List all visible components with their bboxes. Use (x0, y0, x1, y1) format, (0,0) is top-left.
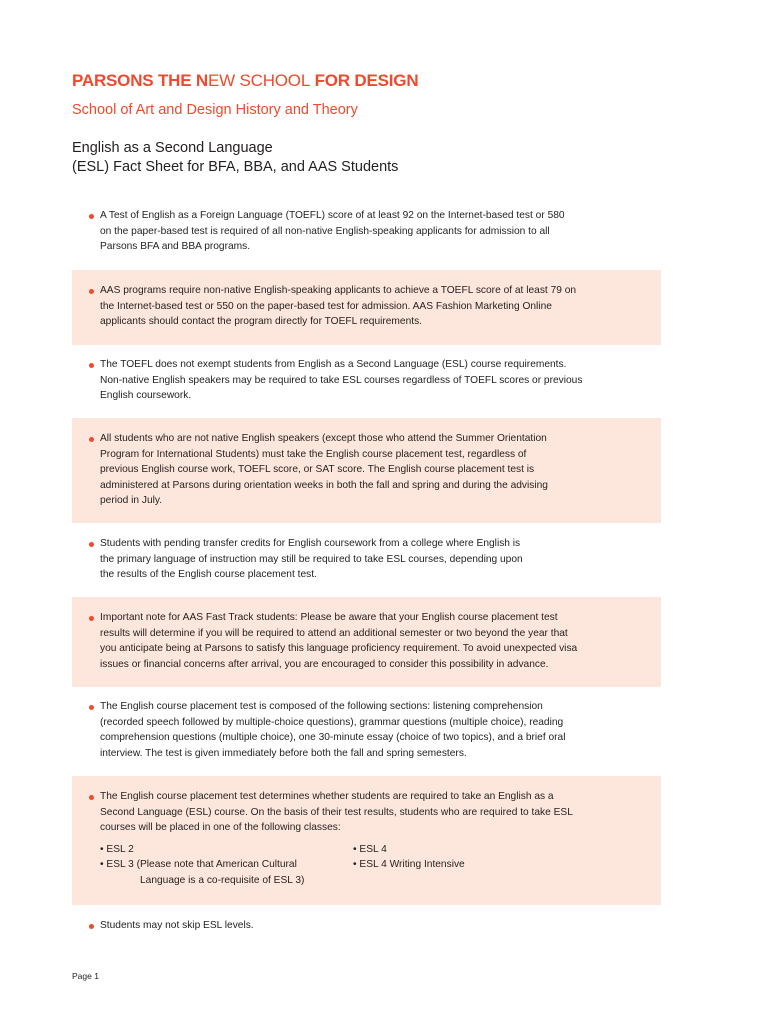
fact-item-transfer-credits (72, 536, 661, 583)
fact-line: Second Language (ESL) course. On the basis of their test results, students who are required to take ESL (100, 806, 573, 818)
fact-line: English coursework. (100, 390, 192, 402)
fact-line: The English course placement test determines whether students are required to take an English as a (100, 791, 554, 802)
page-title-line-1: English as a Second Language (72, 140, 273, 156)
fact-line: Students may not skip ESL levels. (100, 920, 254, 931)
fact-item-aas-fast-track-note (72, 597, 661, 687)
fact-line: period in July. (100, 495, 163, 507)
esl-class-item: • ESL 4 Writing Intensive (353, 859, 465, 871)
logo-school: SCHOOL (239, 71, 311, 90)
bullet-dot (89, 437, 94, 442)
fact-line: results will determine if you will be required to attend an additional semester or two beyond the year that (100, 627, 568, 639)
fact-item-no-skipping (72, 918, 661, 934)
fact-item-test-sections (72, 699, 661, 761)
fact-line: administered at Parsons during orientation weeks in both the fall and spring and during the advising (100, 479, 548, 491)
bullet-dot (89, 616, 94, 621)
esl-class-item-continued: Language is a co-requisite of ESL 3) (140, 874, 305, 886)
logo-the: THE (157, 71, 192, 90)
fact-line: courses will be placed in one of the following classes: (100, 822, 341, 834)
fact-line: previous English course work, TOEFL score, or SAT score. The English course placement test is (100, 464, 535, 476)
esl-class-column-1 (100, 842, 304, 889)
parsons-logo (72, 70, 418, 92)
fact-line: interview. The test is given immediately before both the fall and spring semesters. (100, 747, 467, 759)
fact-line: the Internet-based test or 550 on the paper-based test for admission. AAS Fashion Marketing Online (100, 300, 552, 312)
fact-item-placement-test-required (72, 418, 661, 523)
esl-class-item: • ESL 4 (353, 843, 387, 855)
fact-item-esl-placement (72, 776, 661, 905)
fact-line: The TOEFL does not exempt students from English as a Second Language (ESL) course requirements. (100, 359, 567, 370)
fact-line: you anticipate being at Parsons to satisfy this language proficiency requirement. To avoid unexpected visa (100, 643, 578, 655)
page-title-line-2: (ESL) Fact Sheet for BFA, BBA, and AAS Students (72, 159, 399, 175)
logo-n: N (195, 71, 208, 90)
esl-class-item: • ESL 2 (100, 843, 134, 855)
fact-line: The English course placement test is composed of the following sections: listening comprehension (100, 701, 543, 712)
fact-line: (recorded speech followed by multiple-choice questions), grammar questions (multiple choice), reading (100, 716, 564, 728)
fact-line: the primary language of instruction may still be required to take ESL courses, depending upon (100, 553, 523, 565)
fact-line: Important note for AAS Fast Track students: Please be aware that your English course placement test (100, 612, 558, 623)
fact-item-aas-toefl (72, 270, 661, 345)
logo-ew: EW (207, 71, 235, 90)
fact-line: issues or financial concerns after arrival, you are encouraged to consider this possibility in advance. (100, 658, 549, 670)
page-number: Page 1 (72, 971, 99, 981)
fact-item-toefl-bfa-bba (72, 208, 661, 255)
fact-line: A Test of English as a Foreign Language (TOEFL) score of at least 92 on the Internet-based test or 580 (100, 210, 565, 221)
esl-class-list (100, 842, 651, 890)
school-subtitle: School of Art and Design History and Theory (72, 102, 358, 118)
fact-line: Non-native English speakers may be required to take ESL courses regardless of TOEFL scores or previous (100, 374, 583, 386)
fact-line: comprehension questions (multiple choice), one 30-minute essay (choice of two topics), and a brief oral (100, 732, 566, 744)
fact-line: applicants should contact the program directly for TOEFL requirements. (100, 316, 423, 328)
logo-parsons: PARSONS (72, 71, 154, 90)
bullet-dot (89, 289, 94, 294)
fact-line: on the paper-based test is required of all non-native English-speaking applicants for admission to all (100, 225, 550, 237)
esl-class-column-2 (353, 842, 465, 873)
fact-line: All students who are not native English speakers (except those who attend the Summer Orientation (100, 433, 547, 444)
fact-line: Students with pending transfer credits for English coursework from a college where English is (100, 538, 521, 549)
fact-line: Parsons BFA and BBA programs. (100, 241, 251, 253)
fact-line: AAS programs require non-native English-speaking applicants to achieve a TOEFL score of at least 79 on (100, 285, 577, 296)
esl-class-item: • ESL 3 (Please note that American Cultural (100, 859, 297, 871)
page-title (72, 139, 398, 177)
fact-line: Program for International Students) must take the English course placement test, regardless of (100, 448, 527, 460)
fact-line: the results of the English course placement test. (100, 569, 317, 581)
bullet-dot (89, 795, 94, 800)
logo-for-design: FOR DESIGN (314, 71, 419, 90)
fact-item-toefl-exempt (72, 357, 661, 404)
